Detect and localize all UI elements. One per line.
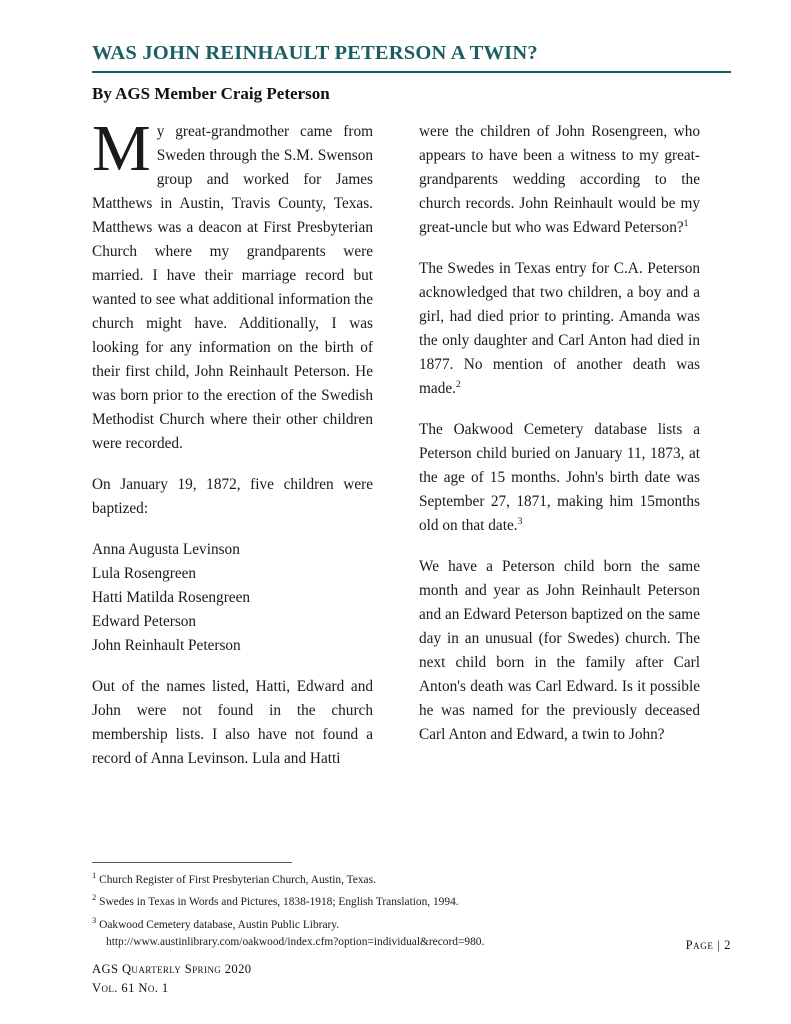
footnote-2 xyxy=(92,889,700,911)
page-number: Page | 2 xyxy=(685,938,731,952)
list-item: Lula Rosengreen xyxy=(92,565,197,582)
two-column-body xyxy=(92,112,731,771)
footer-line-1: AGS Quarterly Spring 2020 xyxy=(92,962,252,976)
paragraph-right-1 xyxy=(419,120,700,240)
footnote-1 xyxy=(92,867,700,889)
paragraph-right-2 xyxy=(419,257,700,401)
footer-line-2: Vol. 61 No. 1 xyxy=(92,981,169,995)
footnote-ref-1[interactable]: 1 xyxy=(683,218,689,229)
list-item: Edward Peterson xyxy=(92,613,197,630)
list-item: Anna Augusta Levinson xyxy=(92,541,240,558)
footnote-text: Oakwood Cemetery database, Austin Public Library. xyxy=(99,918,340,931)
list-item: Hatti Matilda Rosengreen xyxy=(92,589,251,606)
footnote-divider xyxy=(92,862,292,863)
page-footer xyxy=(92,960,252,998)
paragraph-left-1 xyxy=(92,112,373,456)
drop-cap: M xyxy=(92,112,151,185)
footnote-ref-2[interactable]: 2 xyxy=(455,379,461,390)
footnote-ref-3[interactable]: 3 xyxy=(517,516,523,527)
left-column xyxy=(92,112,373,771)
footnote-text: Church Register of First Presbyterian Church, Austin, Texas. xyxy=(99,873,376,886)
paragraph-right-4: We have a Peterson child born the same month and year as John Reinhault Peterson and an Edward Peterson baptized on the same day in an unusual (for Swedes) church. The next child born in the family after Carl Anton's death was Carl Edward. Is it possible he was named for the previously deceased Carl Anton and Edward, a twin to John? xyxy=(419,558,700,743)
baptized-names-list xyxy=(92,538,373,658)
paragraph-right-1-text: were the children of John Rosengreen, who appears to have been a witness to my great-grandparents wedding according to the church records. John Reinhault would be my great-uncle but who was Edward Peterson? xyxy=(419,123,700,236)
footnote-marker: 3 xyxy=(92,914,97,925)
page-title: WAS JOHN REINHAULT PETERSON A TWIN? xyxy=(92,42,538,64)
footnote-marker: 2 xyxy=(92,892,97,903)
paragraph-right-2-text: The Swedes in Texas entry for C.A. Peterson acknowledged that two children, a boy and a girl, had died prior to printing. Amanda was the only daughter and Carl Anton had died in 1877. No mention of another death was made. xyxy=(419,260,700,397)
paragraph-left-1-text: y great-grandmother came from Sweden through the S.M. Swenson group and worked for James Matthews in Austin, Travis County, Texas. Matthews was a deacon at First Presbyterian Church where my grandparents were married. I have their marriage record but wanted to see what additional information the church might have. Additionally, I was looking for any information on the birth of their first child, John Reinhault Peterson. He was born prior to the erection of the Swedish Methodist Church where their other children were recorded. xyxy=(92,123,373,452)
right-column xyxy=(419,120,700,747)
paragraph-left-2: On January 19, 1872, five children were baptized: xyxy=(92,476,373,517)
paragraph-right-3 xyxy=(419,418,700,538)
footnote-3 xyxy=(92,912,700,934)
byline: By AGS Member Craig Peterson xyxy=(92,84,330,103)
paragraph-right-3-text: The Oakwood Cemetery database lists a Peterson child buried on January 11, 1873, at the age of 15 months. John's birth date was September 27, 1871, making him 15months old on that date. xyxy=(419,421,700,534)
title-divider xyxy=(92,71,731,73)
list-item: John Reinhault Peterson xyxy=(92,637,241,654)
footnote-marker: 1 xyxy=(92,870,97,880)
paragraph-left-3: Out of the names listed, Hatti, Edward and John were not found in the church membership lists. I also have not found a record of Anna Levinson. Lula and Hatti xyxy=(92,678,373,767)
footnote-text: Swedes in Texas in Words and Pictures, 1838-1918; English Translation, 1994. xyxy=(99,896,459,909)
footnote-url[interactable]: http://www.austinlibrary.com/oakwood/index.cfm?option=individual&record=980. xyxy=(106,935,485,948)
footnotes-section xyxy=(92,862,700,951)
